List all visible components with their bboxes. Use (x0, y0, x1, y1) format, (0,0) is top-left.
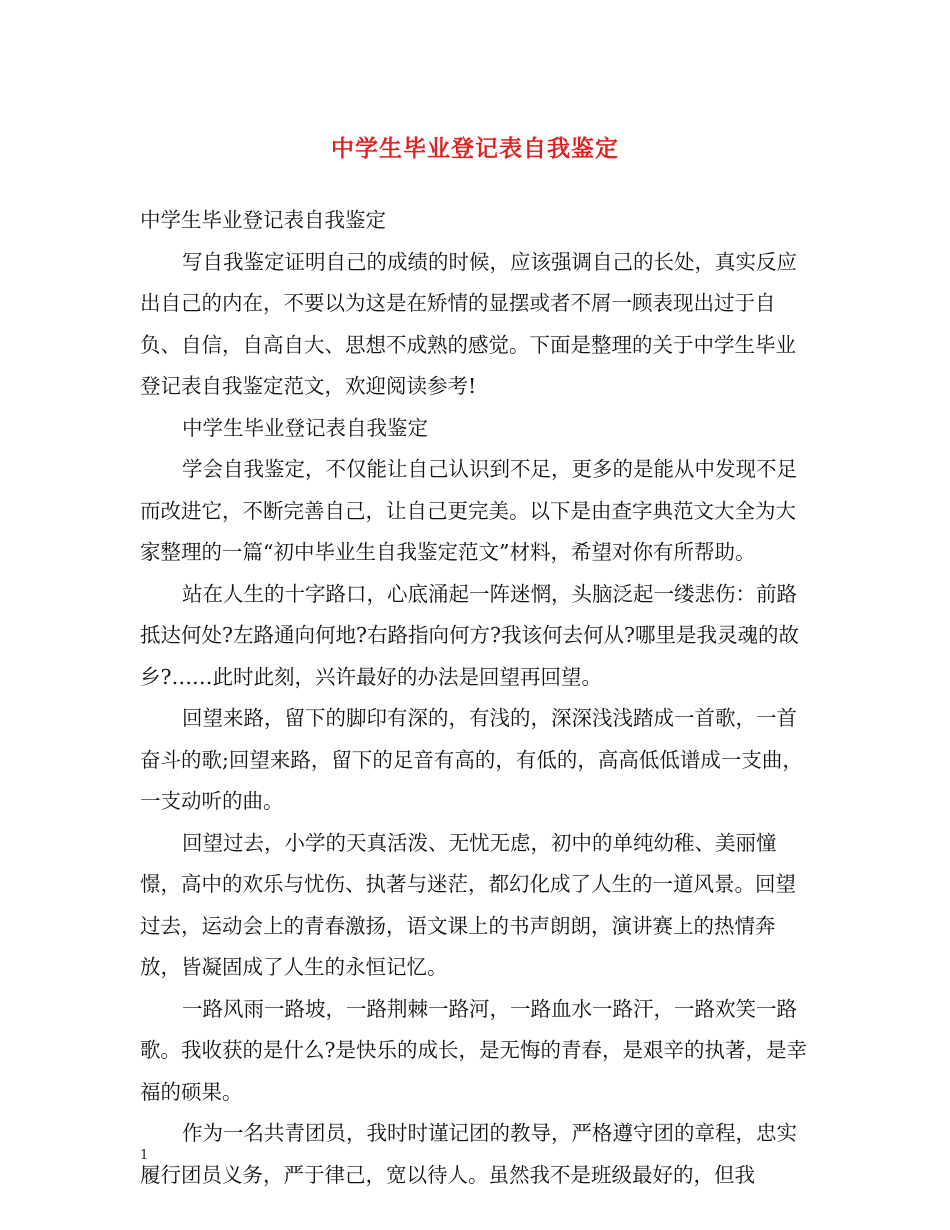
paragraph: 学会自我鉴定，不仅能让自己认识到不足，更多的是能从中发现不足而改进它，不断完善自己，让自己更完美。以下是由查字典范文大全为大家整理的一篇“初中毕业生自我鉴定范文”材料，希望对你有所帮助。 (140, 457, 797, 564)
page-number: 1 (140, 1148, 149, 1163)
paragraph: 作为一名共青团员，我时时谨记团的教导，严格遵守团的章程，忠实履行团员义务，严于律己，宽以待人。虽然我不是班级最好的，但我 (140, 1121, 797, 1187)
document-body (140, 200, 815, 1196)
paragraph-subheading: 中学生毕业登记表自我鉴定 (182, 415, 428, 440)
paragraph: 回望过去，小学的天真活泼、无忧无虑，初中的单纯幼稚、美丽憧憬，高中的欢乐与忧伤、执著与迷茫，都幻化成了人生的一道风景。回望过去，运动会上的青春激扬，语文课上的书声朗朗，演讲赛上的热情奔放，皆凝固成了人生的永恒记忆。 (140, 830, 796, 979)
paragraph-intro: 写自我鉴定证明自己的成绩的时候，应该强调自己的长处，真实反应出自己的内在，不要以为这是在矫情的显摆或者不屑一顾表现出过于自负、自信，自高自大、思想不成熟的感觉。下面是整理的关于中学生毕业登记表自我鉴定范文，欢迎阅读参考! (140, 249, 797, 398)
paragraph: 一路风雨一路坡，一路荆棘一路河，一路血水一路汗，一路欢笑一路歌。我收获的是什么?是快乐的成长，是无悔的青春，是艰辛的执著，是幸福的硕果。 (140, 996, 807, 1104)
paragraph: 站在人生的十字路口，心底涌起一阵迷惘，头脑泛起一缕悲伤：前路抵达何处?左路通向何地?右路指向何方?我该何去何从?哪里是我灵魂的故乡?……此时此刻，兴许最好的办法是回望再回望。 (140, 581, 799, 689)
paragraph-heading: 中学生毕业登记表自我鉴定 (140, 208, 386, 232)
document-title: 中学生毕业登记表自我鉴定 (331, 135, 619, 162)
paragraph: 回望来路，留下的脚印有深的，有浅的，深深浅浅踏成一首歌，一首奋斗的歌;回望来路，留下的足音有高的，有低的，高高低低谱成一支曲，一支动听的曲。 (140, 706, 803, 813)
